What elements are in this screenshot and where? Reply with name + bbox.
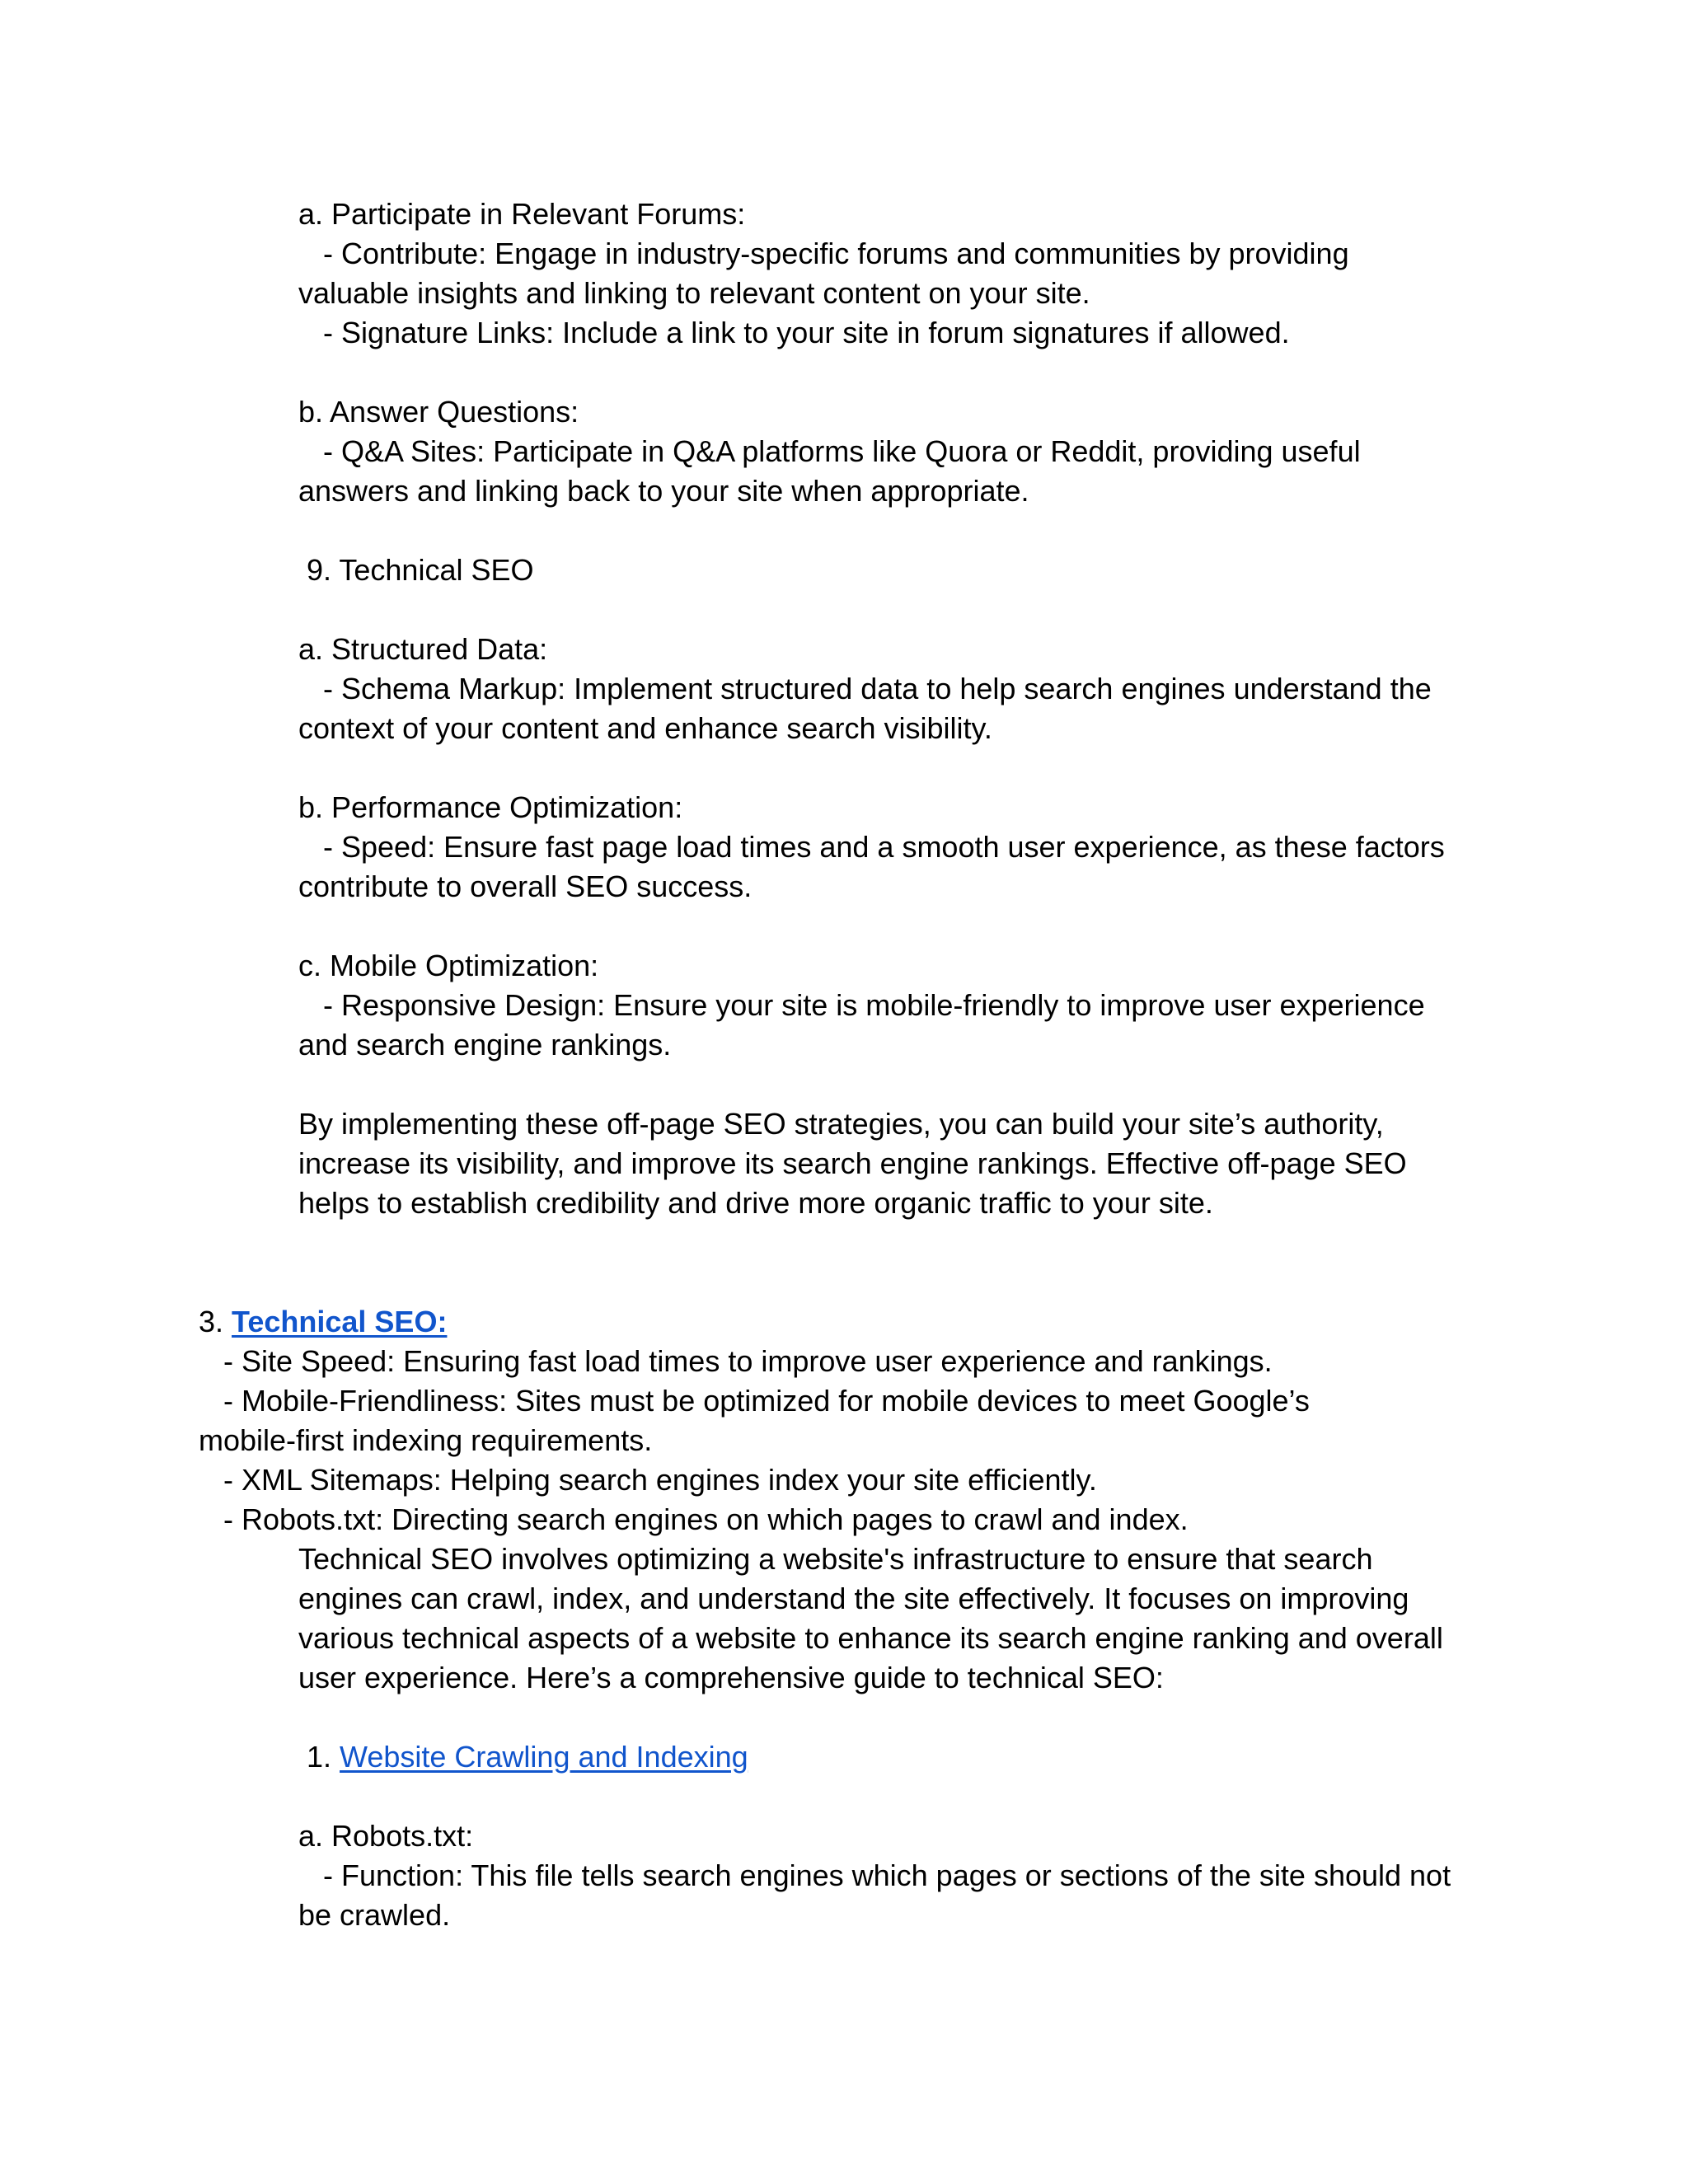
intro-line-1: Technical SEO involves optimizing a website's infrastructure to ensure that search <box>298 1542 1373 1576</box>
website-crawling-link[interactable]: Website Crawling and Indexing <box>340 1740 748 1774</box>
schema-markup: - Schema Markup: Implement structured data to help search engines understand the <box>298 672 1432 705</box>
forums-signature: - Signature Links: Include a link to your site in forum signatures if allowed. <box>298 316 1290 349</box>
technical-seo-item-heading: 9. Technical SEO <box>298 553 534 587</box>
structured-data-heading: a. Structured Data: <box>298 632 548 666</box>
robots-function: - Function: This file tells search engines which pages or sections of the site should not <box>298 1858 1451 1892</box>
summary-line-2: increase its visibility, and improve its search engine rankings. Effective off-page SEO <box>298 1146 1407 1180</box>
answer-qa: - Q&A Sites: Participate in Q&A platforms like Quora or Reddit, providing useful <box>298 434 1361 468</box>
summary-line-1: By implementing these off-page SEO strategies, you can build your site’s authority, <box>298 1107 1384 1141</box>
performance-speed-cont: contribute to overall SEO success. <box>298 869 753 903</box>
forums-heading: a. Participate in Relevant Forums: <box>298 197 746 231</box>
summary-line-3: helps to establish credibility and drive more organic traffic to your site. <box>298 1186 1213 1220</box>
mobile-heading: c. Mobile Optimization: <box>298 949 599 982</box>
forums-contribute: - Contribute: Engage in industry-specific forums and communities by providing <box>298 237 1349 270</box>
performance-speed: - Speed: Ensure fast page load times and a smooth user experience, as these factors <box>298 830 1445 864</box>
intro-line-2: engines can crawl, index, and understand the site effectively. It focuses on improving <box>298 1582 1409 1615</box>
intro-line-4: user experience. Here’s a comprehensive guide to technical SEO: <box>298 1661 1164 1694</box>
bullet-site-speed: - Site Speed: Ensuring fast load times to improve user experience and rankings. <box>199 1344 1273 1378</box>
forums-contribute-cont: valuable insights and linking to relevant content on your site. <box>298 276 1090 310</box>
crawling-item-heading <box>298 1737 748 1777</box>
bullet-mobile-friendliness-cont: mobile-first indexing requirements. <box>199 1423 653 1457</box>
answer-heading: b. Answer Questions: <box>298 395 579 429</box>
mobile-responsive: - Responsive Design: Ensure your site is mobile-friendly to improve user experience <box>298 988 1425 1022</box>
bullet-xml-sitemaps: - XML Sitemaps: Helping search engines index your site efficiently. <box>199 1463 1097 1497</box>
crawling-item-number: 1. <box>298 1740 340 1774</box>
performance-heading: b. Performance Optimization: <box>298 790 683 824</box>
intro-line-3: various technical aspects of a website to enhance its search engine ranking and overall <box>298 1621 1443 1655</box>
section-3-number: 3. <box>199 1305 232 1338</box>
section-3-heading <box>199 1302 447 1342</box>
robots-function-cont: be crawled. <box>298 1898 451 1932</box>
mobile-responsive-cont: and search engine rankings. <box>298 1028 672 1062</box>
robots-heading: a. Robots.txt: <box>298 1819 474 1853</box>
answer-qa-cont: answers and linking back to your site when appropriate. <box>298 474 1029 508</box>
bullet-robots: - Robots.txt: Directing search engines on which pages to crawl and index. <box>199 1502 1189 1536</box>
bullet-mobile-friendliness: - Mobile-Friendliness: Sites must be optimized for mobile devices to meet Google’s <box>199 1384 1310 1418</box>
schema-markup-cont: context of your content and enhance search visibility. <box>298 711 992 745</box>
technical-seo-link[interactable]: Technical SEO: <box>232 1305 448 1338</box>
